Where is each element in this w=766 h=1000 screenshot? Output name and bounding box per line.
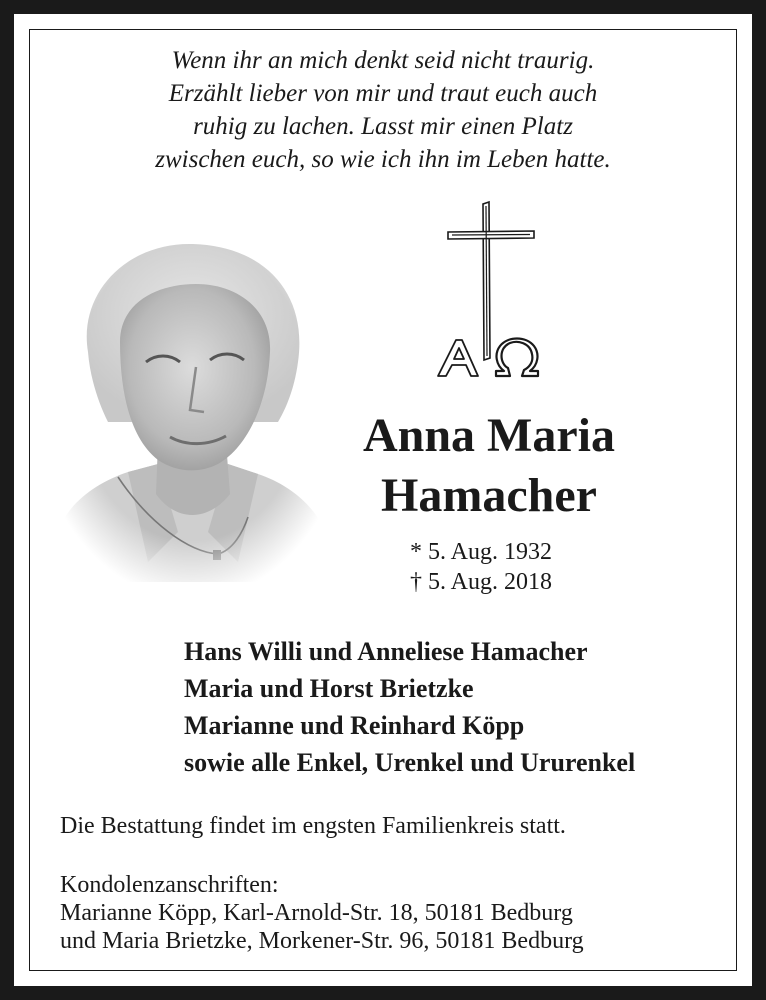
death-date: † 5. Aug. 2018 — [410, 569, 553, 595]
poem-line: Erzählt lieber von mir und traut euch auch — [168, 80, 598, 107]
poem-line: zwischen euch, so wie ich ihn im Leben hatte. — [155, 146, 611, 173]
condolence-addresses — [60, 871, 584, 955]
condolence-heading: Kondolenzanschriften: — [60, 872, 279, 898]
deceased-surname: Hamacher — [381, 469, 597, 522]
deceased-name — [320, 406, 658, 526]
condolence-address: Marianne Köpp, Karl-Arnold-Str. 18, 50181 Bedburg — [60, 900, 573, 926]
life-dates — [410, 537, 552, 597]
mourner-line: Hans Willi und Anneliese Hamacher — [184, 637, 588, 666]
condolence-address: und Maria Brietzke, Morkener-Str. 96, 50181 Bedburg — [60, 928, 584, 954]
mourners-list — [184, 633, 635, 781]
poem-line: Wenn ihr an mich denkt seid nicht traurig. — [171, 47, 595, 74]
portrait-photo — [58, 232, 326, 582]
birth-date: * 5. Aug. 1932 — [410, 539, 553, 565]
poem — [30, 44, 736, 176]
mourner-line: Marianne und Reinhard Köpp — [184, 711, 525, 740]
mourner-line: Maria und Horst Brietzke — [184, 674, 474, 703]
burial-note: Die Bestattung findet im engsten Familienkreis statt. — [60, 813, 566, 839]
cross-alpha-omega-icon — [426, 198, 546, 390]
deceased-first-names: Anna Maria — [363, 409, 615, 462]
mourner-line: sowie alle Enkel, Urenkel und Ururenkel — [184, 748, 636, 777]
poem-line: ruhig zu lachen. Lasst mir einen Platz — [193, 113, 573, 140]
